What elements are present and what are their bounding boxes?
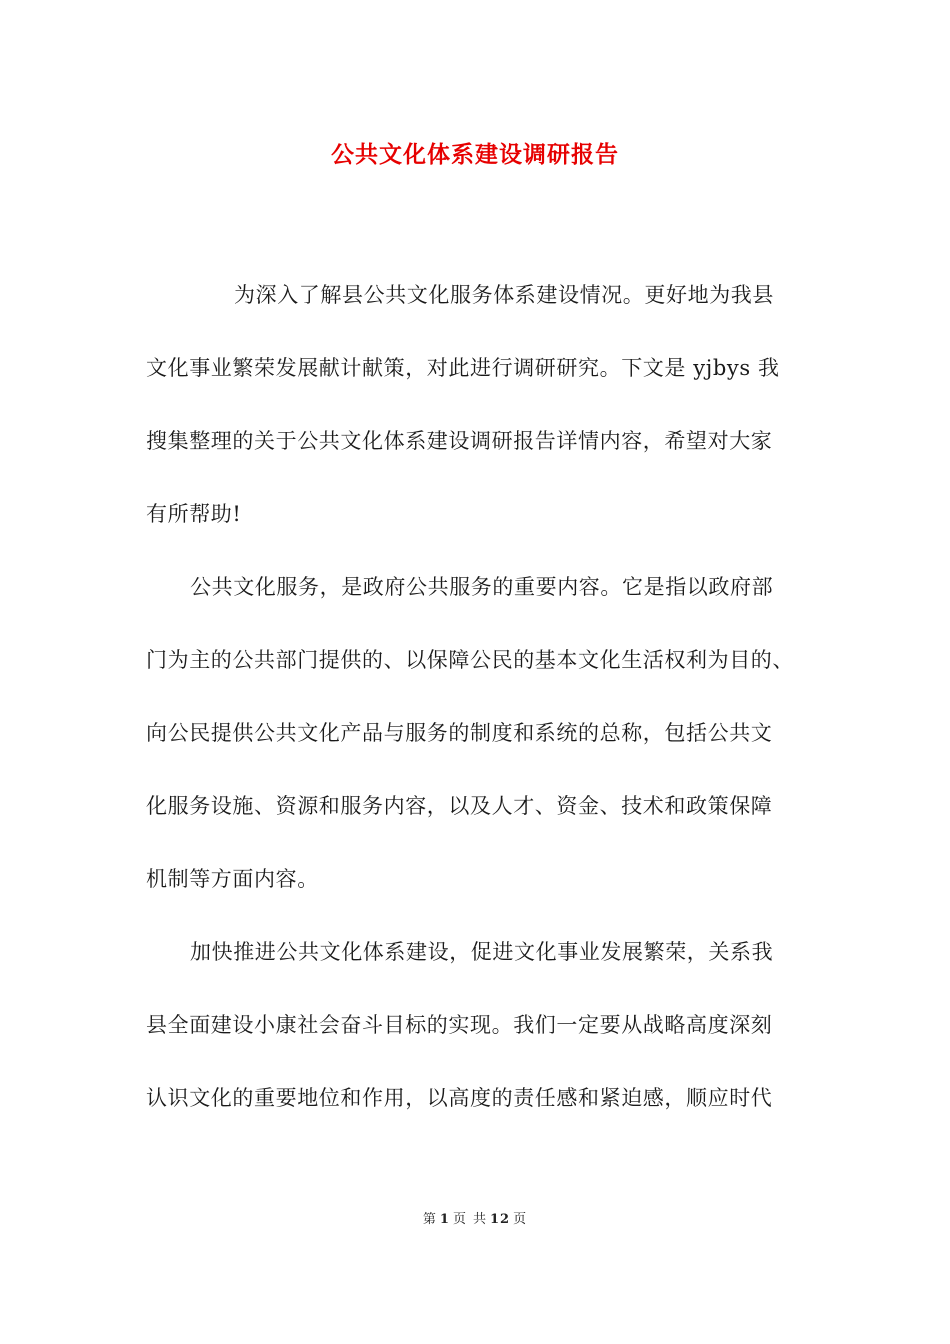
footer-total-pages: 12 (489, 1212, 511, 1227)
paragraph-line: 门为主的公共部门提供的、以保障公民的基本文化生活权利为目的、 (146, 648, 794, 672)
paragraph-line: 搜集整理的关于公共文化体系建设调研报告详情内容，希望对大家 (146, 429, 773, 453)
page-footer (0, 1208, 950, 1227)
paragraph-line: 认识文化的重要地位和作用，以高度的责任感和紧迫感，顺应时代 (146, 1086, 773, 1110)
paragraph-line: 文化事业繁荣发展献计献策，对此进行调研研究。下文是 yjbys 我 (146, 356, 780, 380)
paragraph-line: 机制等方面内容。 (146, 867, 319, 891)
footer-current-page: 1 (439, 1212, 450, 1227)
footer-total-word: 共 (472, 1212, 487, 1227)
footer-page-word: 页 (452, 1212, 467, 1227)
footer-suffix: 页 (513, 1212, 528, 1227)
document-title: 公共文化体系建设调研报告 (331, 141, 619, 168)
paragraph-line: 为深入了解县公共文化服务体系建设情况。更好地为我县 (234, 283, 774, 307)
paragraph-line: 加快推进公共文化体系建设，促进文化事业发展繁荣，关系我 (190, 940, 774, 964)
footer-prefix: 第 (422, 1212, 437, 1227)
paragraph-line: 化服务设施、资源和服务内容，以及人才、资金、技术和政策保障 (146, 794, 773, 818)
paragraph-line: 向公民提供公共文化产品与服务的制度和系统的总称，包括公共文 (146, 721, 773, 745)
paragraph-line: 公共文化服务，是政府公共服务的重要内容。它是指以政府部 (190, 575, 774, 599)
paragraph-line: 有所帮助! (146, 502, 242, 526)
paragraph-line: 县全面建设小康社会奋斗目标的实现。我们一定要从战略高度深刻 (146, 1013, 773, 1037)
